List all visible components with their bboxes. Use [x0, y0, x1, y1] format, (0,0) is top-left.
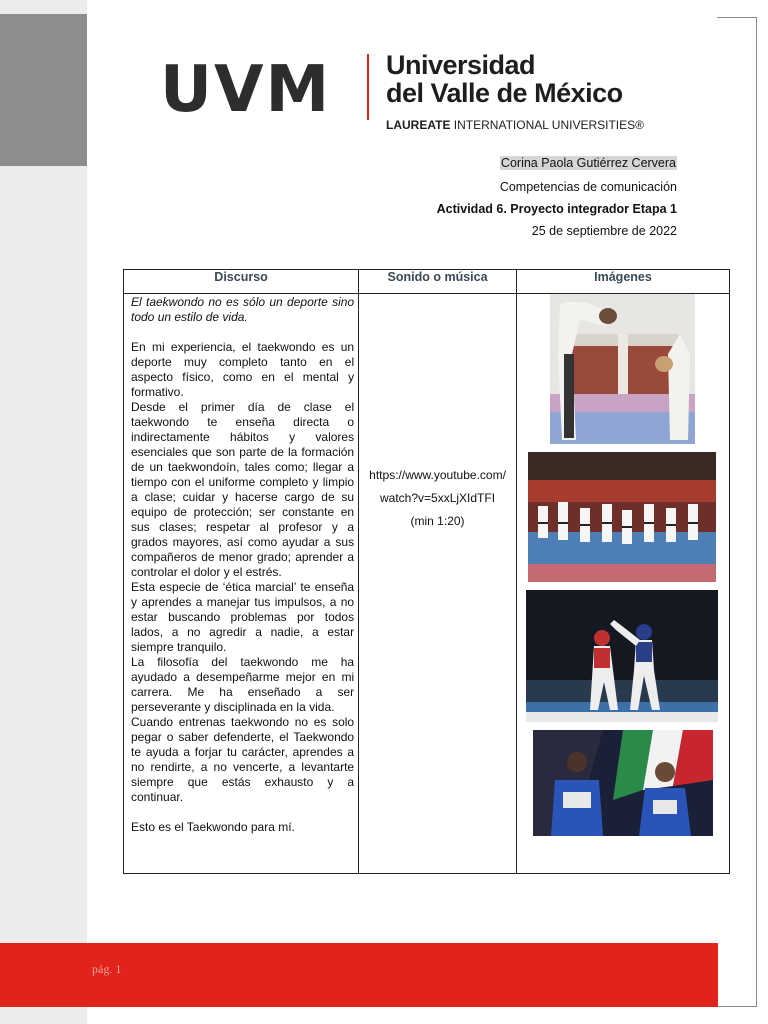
- taekwondo-group-photo: [528, 452, 716, 582]
- images-cell: [516, 294, 729, 874]
- video-url-line2[interactable]: watch?v=5xxLjXIdTFI: [380, 491, 496, 505]
- activity-title: Actividad 6. Proyecto integrador Etapa 1: [436, 202, 677, 216]
- speech-cell: [124, 294, 359, 874]
- speech-text: [124, 294, 358, 835]
- student-name: Corina Paola Gutiérrez Cervera: [500, 156, 676, 170]
- taekwondo-bow-photo: [550, 294, 695, 444]
- page-frame-bottom: [717, 1006, 757, 1007]
- course-name: Competencias de comunicación: [499, 180, 677, 194]
- logo-laureate-bold: LAUREATE: [386, 118, 451, 132]
- header-sonido: Sonido o música: [359, 270, 517, 294]
- uvm-logo: [160, 48, 644, 138]
- video-timestamp: (min 1:20): [410, 514, 465, 528]
- speech-closing: Esto es el Taekwondo para mí.: [131, 820, 295, 834]
- speech-intro: El taekwondo no es sólo un deporte sino todo un estilo de vida.: [131, 295, 355, 324]
- table-body-row: [124, 294, 730, 874]
- header-discurso: Discurso: [124, 270, 359, 294]
- document-date: 25 de septiembre de 2022: [531, 224, 677, 238]
- taekwondo-kick-photo: [526, 590, 718, 722]
- logo-line1: Universidad: [386, 50, 536, 80]
- left-gray-block: [0, 14, 87, 166]
- speech-paragraph: Esta especie de ‘ética marcial’ te enseña y aprendes a manejar tus impulsos, a no estar buscando problemas por todos lados, a no agredir a nadie, a estar siempre tranquilo.: [131, 580, 355, 654]
- speech-paragraph: En mi experiencia, el taekwondo es un deporte muy completo tanto en el aspecto físico, como en el mental y formativo.: [131, 340, 355, 399]
- logo-laureate: [386, 118, 644, 132]
- logo-mark: UVM: [160, 53, 332, 127]
- video-url-line1[interactable]: https://www.youtube.com/: [369, 468, 506, 482]
- table-header-row: [124, 270, 730, 294]
- page-number: pág. 1: [92, 962, 122, 976]
- project-table: [123, 269, 730, 874]
- speech-paragraph: Cuando entrenas taekwondo no es solo pegar o saber defenderte, el Taekwondo te ayuda a forjar tu carácter, aprendes a no rendirte, a no vencerte, a levantarte siempre que estás exhausto y a continuar.: [131, 715, 355, 804]
- speech-paragraph: Desde el primer día de clase el taekwondo te enseña directa o indirectamente hábitos y valores esenciales que son parte de la formación de un taekwondoín, tales como; llegar a tiempo con el uniforme completo y limpio a clase; cuidar y hacerse cargo de su equipo de protección; ser constante en sus clases; respetar al profesor y a grados mayores, así como ayudar a sus compañeros de menor grado; aprender a controlar el dolor y el estrés.: [131, 400, 355, 579]
- taekwondo-celebration-photo: [533, 730, 713, 836]
- logo-laureate-rest: INTERNATIONAL UNIVERSITIES®: [450, 118, 644, 132]
- header-imagenes: Imágenes: [516, 270, 729, 294]
- page-frame-top: [717, 17, 757, 18]
- speech-paragraph: La filosofía del taekwondo me ha ayudado a desempeñarme mejor en mi carrera. Me ha enseñado a ser perseverante y disciplinada en la vida.: [131, 655, 355, 714]
- logo-line2: del Valle de México: [386, 78, 623, 108]
- logo-divider: [367, 54, 369, 120]
- sound-cell: [359, 294, 517, 874]
- video-link[interactable]: [359, 294, 516, 533]
- page-frame-right: [756, 17, 757, 1007]
